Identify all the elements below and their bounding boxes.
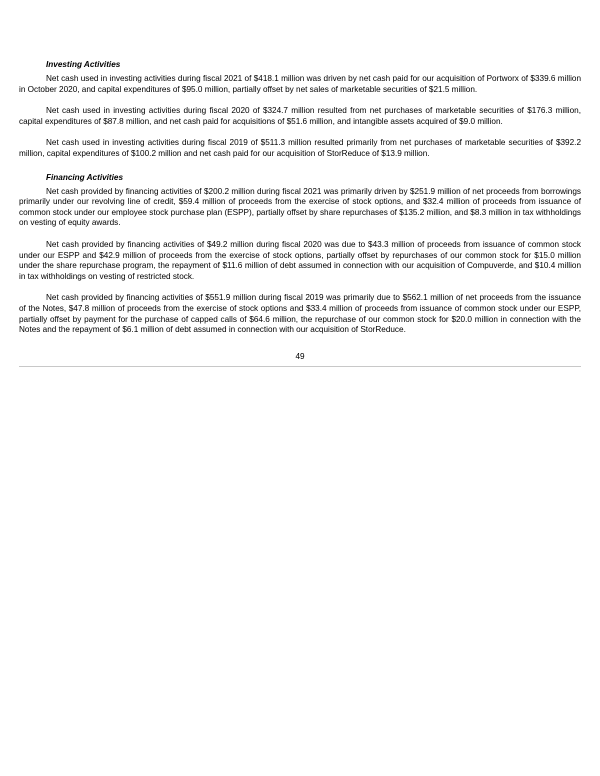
page-divider <box>19 366 581 367</box>
investing-paragraph-fiscal-2020: Net cash used in investing activities during fiscal 2020 of $324.7 million resulted from net purchases of marketable securities of $176.3 million, capital expenditures of $87.8 million, and net cash paid for acquisitions of $51.6 million, and intangible assets acquired of $9.0 million. <box>19 106 581 126</box>
financing-paragraph-fiscal-2019: Net cash provided by financing activities of $551.9 million during fiscal 2019 was primarily due to $562.1 million of net proceeds from the issuance of the Notes, $47.8 million of proceeds from the exercise of stock options and $33.4 million of proceeds from issuance of common stock under our ESPP, partially offset by payment for the purchase of capped calls of $64.6 million, the repurchase of our common stock for $20.0 million in connection with the Notes and the repayment of $6.1 million of debt assumed in connection with our acquisition of StorReduce. <box>19 293 581 335</box>
investing-paragraph-fiscal-2021: Net cash used in investing activities during fiscal 2021 of $418.1 million was driven by net cash paid for our acquisition of Portworx of $339.6 million in October 2020, and capital expenditures of $95.0 million, partially offset by net sales of marketable securities of $21.5 million. <box>19 74 581 94</box>
investing-activities-heading: Investing Activities <box>46 60 121 69</box>
financing-activities-heading: Financing Activities <box>46 172 124 182</box>
page-content <box>19 60 581 347</box>
financing-paragraph-fiscal-2021: Net cash provided by financing activities of $200.2 million during fiscal 2021 was primarily driven by $251.9 million of net proceeds from borrowings primarily under our revolving line of credit, $59.4 million of proceeds from the exercise of stock options, and $32.4 million of proceeds from issuance of common stock under our employee stock purchase plan (ESPP), partially offset by share repurchases of $135.2 million, and $8.3 million in tax withholdings on vesting of equity awards. <box>19 186 581 228</box>
investing-paragraph-fiscal-2019: Net cash used in investing activities during fiscal 2019 of $511.3 million resulted primarily from net purchases of marketable securities of $392.2 million, capital expenditures of $100.2 million and net cash paid for our acquisition of StorReduce of $13.9 million. <box>19 138 581 158</box>
page-number: 49 <box>295 352 305 361</box>
financing-paragraph-fiscal-2020: Net cash provided by financing activities of $49.2 million during fiscal 2020 was due to $43.3 million of proceeds from issuance of common stock under our ESPP and $42.9 million of proceeds from the exercise of stock options, partially offset by repurchases of our common stock for $15.0 million under the share repurchase program, the repayment of $11.6 million of debt assumed in connection with our acquisition of Compuverde, and $10.4 million in tax withholdings on vesting of restricted stock. <box>19 239 581 281</box>
